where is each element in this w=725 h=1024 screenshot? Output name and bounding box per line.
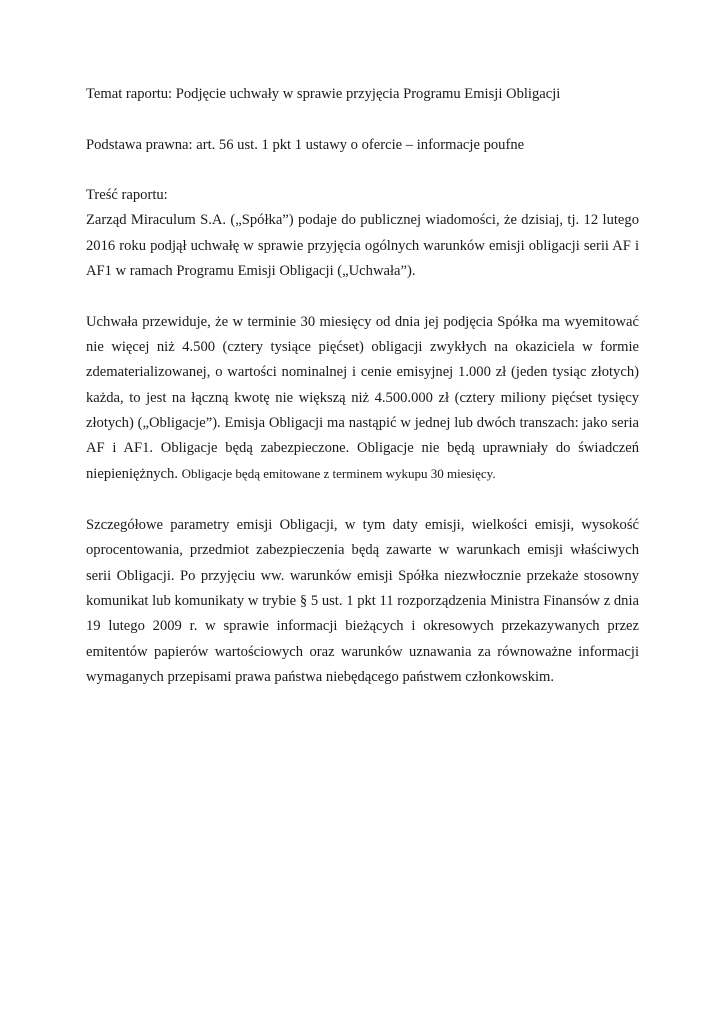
issue-maturity-note: Obligacje będą emitowane z terminem wykupu 30 miesięcy. bbox=[181, 466, 496, 482]
paragraph-issue-terms bbox=[86, 310, 639, 488]
paragraph-issue-terms-text: Uchwała przewiduje, że w terminie 30 miesięcy od dnia jej podjęcia Spółka ma wyemitować nie więcej niż 4.500 (cztery tysiące pięćset) obligacji zwykłych na okaziciela w formie zdematerializowanej, o wartości nominalnej i cenie emisyjnej 1.000 zł (jeden tysiąc złotych) każda, to jest na łączną kwotę nie większą niż 4.500.000 zł (cztery miliony pięćset tysięcy złotych) („Obligacje”). Emisja Obligacji ma nastąpić w jednej lub dwóch transzach: jako seria AF i AF1. Obligacje będą zabezpieczone. Obligacje nie będą uprawniały do świadczeń niepieniężnych. bbox=[86, 313, 639, 483]
report-subject-line: Temat raportu: Podjęcie uchwały w sprawie przyjęcia Programu Emisji Obligacji bbox=[86, 86, 561, 102]
report-legal-basis-line: Podstawa prawna: art. 56 ust. 1 pkt 1 ustawy o ofercie – informacje poufne bbox=[86, 136, 525, 153]
paragraph-resolution-announcement: Zarząd Miraculum S.A. („Spółka”) podaje do publicznej wiadomości, że dzisiaj, tj. 12 lutego 2016 roku podjął uchwałę w sprawie przyjęcia ogólnych warunków emisji obligacji serii AF i AF1 w ramach Programu Emisji Obligacji („Uchwała”). bbox=[86, 212, 639, 280]
paragraph-disclosure-details: Szczegółowe parametry emisji Obligacji, w tym daty emisji, wielkości emisji, wysokość oprocentowania, przedmiot zabezpieczenia będą zawarte w warunkach emisji właściwych serii Obligacji. Po przyjęciu ww. warunków emisji Spółka niezwłocznie przekaże stosowny komunikat lub komunikaty w trybie § 5 ust. 1 pkt 11 rozporządzenia Ministra Finansów z dnia 19 lutego 2009 r. w sprawie informacji bieżących i okresowych przekazywanych przez emitentów papierów wartościowych oraz warunków uznawania za równoważne informacji wymaganych przepisami prawa państwa niebędącego państwem członkowskim. bbox=[86, 517, 639, 685]
report-content-label: Treść raportu: bbox=[86, 187, 168, 204]
